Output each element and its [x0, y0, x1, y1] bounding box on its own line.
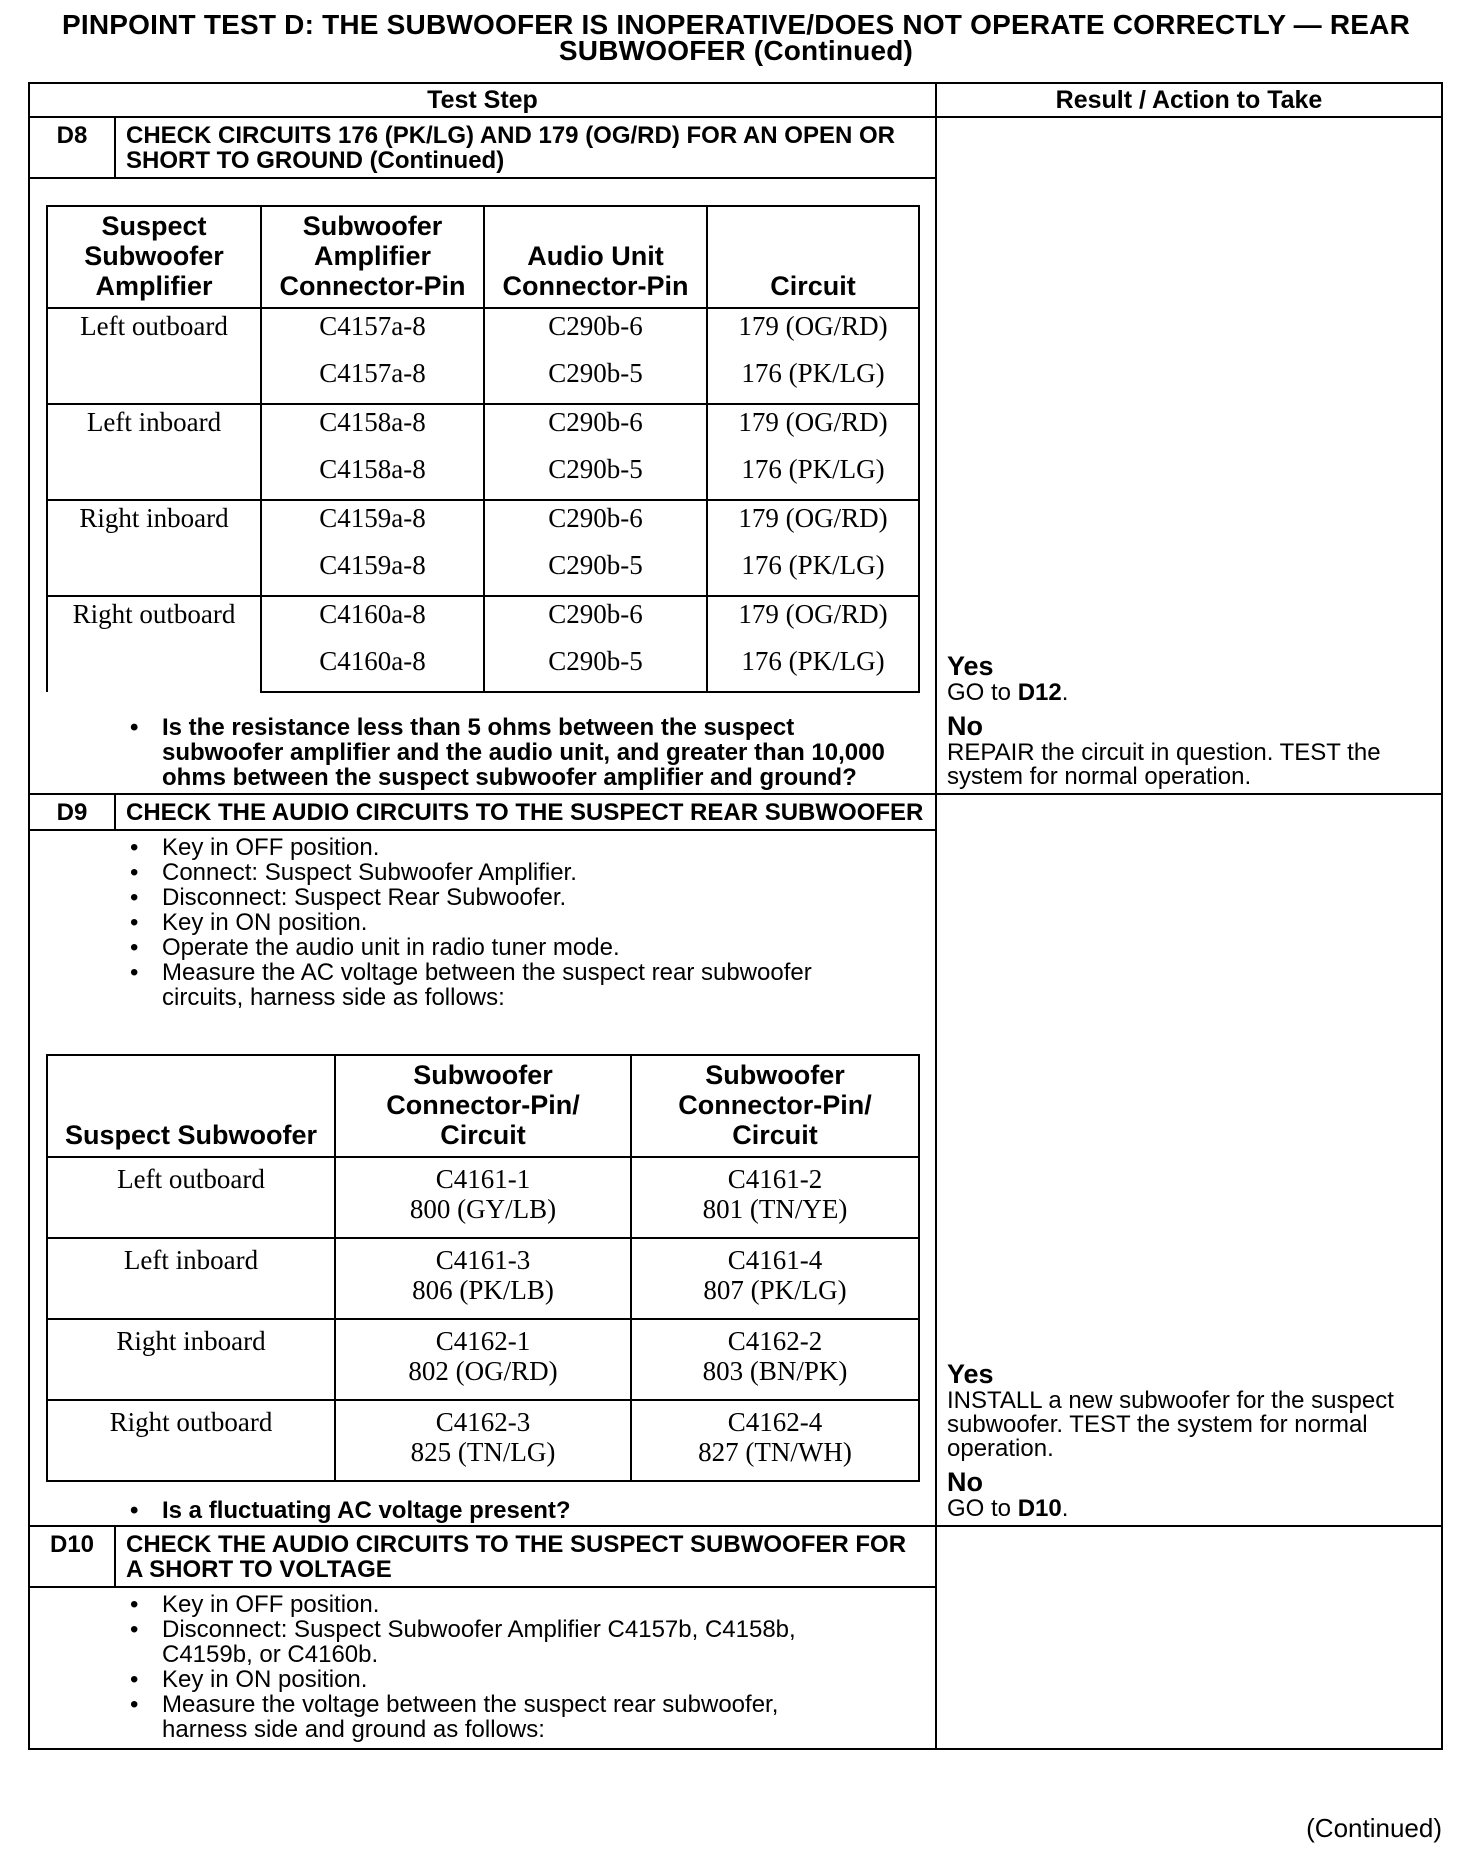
d9-suspect-cell: Left outboard [47, 1157, 335, 1238]
d8-header-circuit: Circuit [707, 206, 919, 308]
d9-instruction-list [30, 831, 935, 1016]
d8-amp-pin-cell: C4158a-8 [261, 452, 484, 500]
d9-suspect-cell: Left inboard [47, 1238, 335, 1319]
page-title-line-1: PINPOINT TEST D: THE SUBWOOFER IS INOPERATIVE/DOES NOT OPERATE CORRECTLY — REAR [62, 9, 1410, 40]
d8-resistance-table [46, 205, 920, 693]
d8-no-action: REPAIR the circuit in question. TEST the system for normal operation. [947, 739, 1381, 790]
continued-label: (Continued) [1306, 1813, 1442, 1843]
d8-circuit-cell: 179 (OG/RD) [707, 404, 919, 452]
d9-circuit: 807 (PK/LG) [703, 1275, 847, 1305]
d8-audio-pin-cell: C290b-6 [484, 596, 707, 644]
d8-amp-pin-cell: C4159a-8 [261, 548, 484, 596]
list-item: • Connect: Suspect Subwoofer Amplifier. [162, 860, 875, 885]
step-d8-cell [29, 117, 936, 794]
d9-pin: C4162-2 [727, 1326, 823, 1356]
d9-no-ref: D10 [1017, 1495, 1062, 1522]
d9-circuit: 800 (GY/LB) [409, 1194, 557, 1224]
d9-circuit: 806 (PK/LB) [412, 1275, 554, 1305]
d8-question: • Is the resistance less than 5 ohms between the suspect subwoofer amplifier and the audio unit, and greater than 10,000 ohms between the suspect subwoofer amplifier and ground? [162, 715, 895, 790]
d9-pin: C4162-1 [435, 1326, 531, 1356]
d8-header-audio-unit-connector-pin: Audio Unit Connector-Pin [484, 206, 707, 308]
d9-pin1-cell [335, 1319, 631, 1400]
d9-suspect-cell: Right inboard [47, 1319, 335, 1400]
d8-audio-pin-cell: C290b-6 [484, 500, 707, 548]
d8-circuit-cell: 176 (PK/LG) [707, 452, 919, 500]
list-item: • Disconnect: Suspect Subwoofer Amplifier C4157b, C4158b, C4159b, or C4160b. [162, 1617, 855, 1667]
list-item: • Measure the voltage between the suspect rear subwoofer, harness side and ground as follows: [162, 1692, 855, 1742]
d8-circuit-cell: 176 (PK/LG) [707, 548, 919, 596]
d9-pin: C4161-1 [435, 1164, 531, 1194]
list-item: • Key in OFF position. [162, 1592, 855, 1617]
d8-amp-pin-cell: C4157a-8 [261, 308, 484, 356]
d8-yes-text: GO to [947, 679, 1018, 706]
d9-pin2-cell [631, 1238, 919, 1319]
step-d10-title: CHECK THE AUDIO CIRCUITS TO THE SUSPECT SUBWOOFER FOR A SHORT TO VOLTAGE [126, 1531, 907, 1583]
d8-suspect-cell: Right outboard [47, 596, 261, 692]
d9-pin: C4162-3 [435, 1407, 531, 1437]
d8-audio-pin-cell: C290b-6 [484, 308, 707, 356]
d8-circuit-cell: 179 (OG/RD) [707, 596, 919, 644]
pinpoint-test-table [28, 82, 1443, 1750]
d9-table-header-row [47, 1055, 919, 1157]
table-row [47, 1238, 919, 1319]
column-header-result: Result / Action to Take [936, 83, 1442, 117]
table-row [47, 404, 919, 452]
d8-yes-action [947, 681, 1435, 705]
d8-audio-pin-cell: C290b-5 [484, 452, 707, 500]
d9-question: • Is a fluctuating AC voltage present? [162, 1498, 935, 1523]
step-d8-header [30, 118, 935, 179]
d8-audio-pin-cell: C290b-5 [484, 356, 707, 404]
table-row [47, 596, 919, 644]
d9-circuit: 825 (TN/LG) [410, 1437, 556, 1467]
list-item: • Key in ON position. [162, 910, 875, 935]
d9-no-action [947, 1497, 1435, 1521]
step-d9-header [30, 795, 935, 831]
d9-pin2-cell [631, 1400, 919, 1481]
d9-suspect-cell: Right outboard [47, 1400, 335, 1481]
d9-header-connector-pin-1: Subwoofer Connector-Pin/ Circuit [335, 1055, 631, 1157]
d8-circuit-cell: 179 (OG/RD) [707, 308, 919, 356]
d9-header-connector-pin-2: Subwoofer Connector-Pin/ Circuit [631, 1055, 919, 1157]
d9-header-suspect-subwoofer: Suspect Subwoofer [47, 1055, 335, 1157]
d9-pin1-cell [335, 1400, 631, 1481]
step-d10-id: D10 [30, 1527, 116, 1586]
d8-amp-pin-cell: C4159a-8 [261, 500, 484, 548]
d9-yes-label: Yes [947, 1359, 994, 1389]
d8-suspect-cell: Right inboard [47, 500, 261, 596]
step-d9-result-cell [936, 794, 1442, 1526]
step-d9-result [947, 1359, 1435, 1521]
step-row-d10 [29, 1526, 1442, 1749]
d9-yes-action: INSTALL a new subwoofer for the suspect subwoofer. TEST the system for normal operation. [947, 1387, 1394, 1462]
step-d8-title: CHECK CIRCUITS 176 (PK/LG) AND 179 (OG/RD) FOR AN OPEN OR SHORT TO GROUND (Continued) [126, 122, 895, 174]
list-item: • Operate the audio unit in radio tuner mode. [162, 935, 875, 960]
step-d10-cell [29, 1526, 936, 1749]
d8-amp-pin-cell: C4157a-8 [261, 356, 484, 404]
step-d10-result-cell [936, 1526, 1442, 1749]
step-d10-header [30, 1527, 935, 1588]
d8-audio-pin-cell: C290b-6 [484, 404, 707, 452]
d10-instruction-list [30, 1588, 935, 1748]
d9-voltage-table [46, 1054, 920, 1482]
column-header-test-step: Test Step [29, 83, 936, 117]
page-title [0, 9, 1472, 66]
d8-circuit-cell: 176 (PK/LG) [707, 356, 919, 404]
table-row [47, 308, 919, 356]
d8-audio-pin-cell: C290b-5 [484, 548, 707, 596]
d8-amp-pin-cell: C4158a-8 [261, 404, 484, 452]
step-row-d9 [29, 794, 1442, 1526]
d8-suspect-cell: Left outboard [47, 308, 261, 404]
d9-circuit: 803 (BN/PK) [702, 1356, 848, 1386]
column-header-row [29, 83, 1442, 117]
d8-table-header-row [47, 206, 919, 308]
list-item: • Measure the AC voltage between the suspect rear subwoofer circuits, harness side as follows: [162, 960, 875, 1010]
table-row [47, 1157, 919, 1238]
step-d9-title: CHECK THE AUDIO CIRCUITS TO THE SUSPECT REAR SUBWOOFER [126, 799, 924, 826]
d8-question-list [30, 693, 935, 793]
list-item: • Key in ON position. [162, 1667, 855, 1692]
step-d9-id: D9 [30, 795, 116, 829]
d8-circuit-cell: 179 (OG/RD) [707, 500, 919, 548]
table-row [47, 1400, 919, 1481]
page-title-line-2: SUBWOOFER (Continued) [558, 35, 914, 66]
d9-pin1-cell [335, 1238, 631, 1319]
step-d8-result-cell [936, 117, 1442, 794]
d9-pin: C4162-4 [727, 1407, 823, 1437]
d8-yes-ref: D12 [1017, 679, 1062, 706]
d8-audio-pin-cell: C290b-5 [484, 644, 707, 692]
d8-amp-pin-cell: C4160a-8 [261, 596, 484, 644]
step-row-d8 [29, 117, 1442, 794]
d8-yes-label: Yes [947, 651, 994, 681]
d8-yes-end: . [1061, 679, 1069, 706]
d8-header-amplifier-connector-pin: Subwoofer Amplifier Connector-Pin [261, 206, 484, 308]
d9-pin2-cell [631, 1157, 919, 1238]
d9-pin: C4161-2 [727, 1164, 823, 1194]
d9-question-list [30, 1482, 935, 1525]
step-d9-cell [29, 794, 936, 1526]
d9-no-end: . [1061, 1495, 1069, 1522]
d9-no-text: GO to [947, 1495, 1018, 1522]
d9-pin: C4161-3 [435, 1245, 531, 1275]
d9-circuit: 802 (OG/RD) [408, 1356, 558, 1386]
d9-circuit: 827 (TN/WH) [698, 1437, 852, 1467]
list-item: • Disconnect: Suspect Rear Subwoofer. [162, 885, 875, 910]
list-item: • Key in OFF position. [162, 835, 875, 860]
table-row [47, 1319, 919, 1400]
d8-no-label: No [947, 711, 983, 741]
d8-amp-pin-cell: C4160a-8 [261, 644, 484, 692]
step-d8-id: D8 [30, 118, 116, 177]
step-d8-result [947, 651, 1435, 789]
d8-suspect-cell: Left inboard [47, 404, 261, 500]
d9-pin: C4161-4 [727, 1245, 823, 1275]
d9-no-label: No [947, 1467, 983, 1497]
table-row [47, 500, 919, 548]
d9-pin1-cell [335, 1157, 631, 1238]
d9-pin2-cell [631, 1319, 919, 1400]
d8-circuit-cell: 176 (PK/LG) [707, 644, 919, 692]
d8-header-suspect-amplifier: Suspect Subwoofer Amplifier [47, 206, 261, 308]
d9-circuit: 801 (TN/YE) [702, 1194, 848, 1224]
